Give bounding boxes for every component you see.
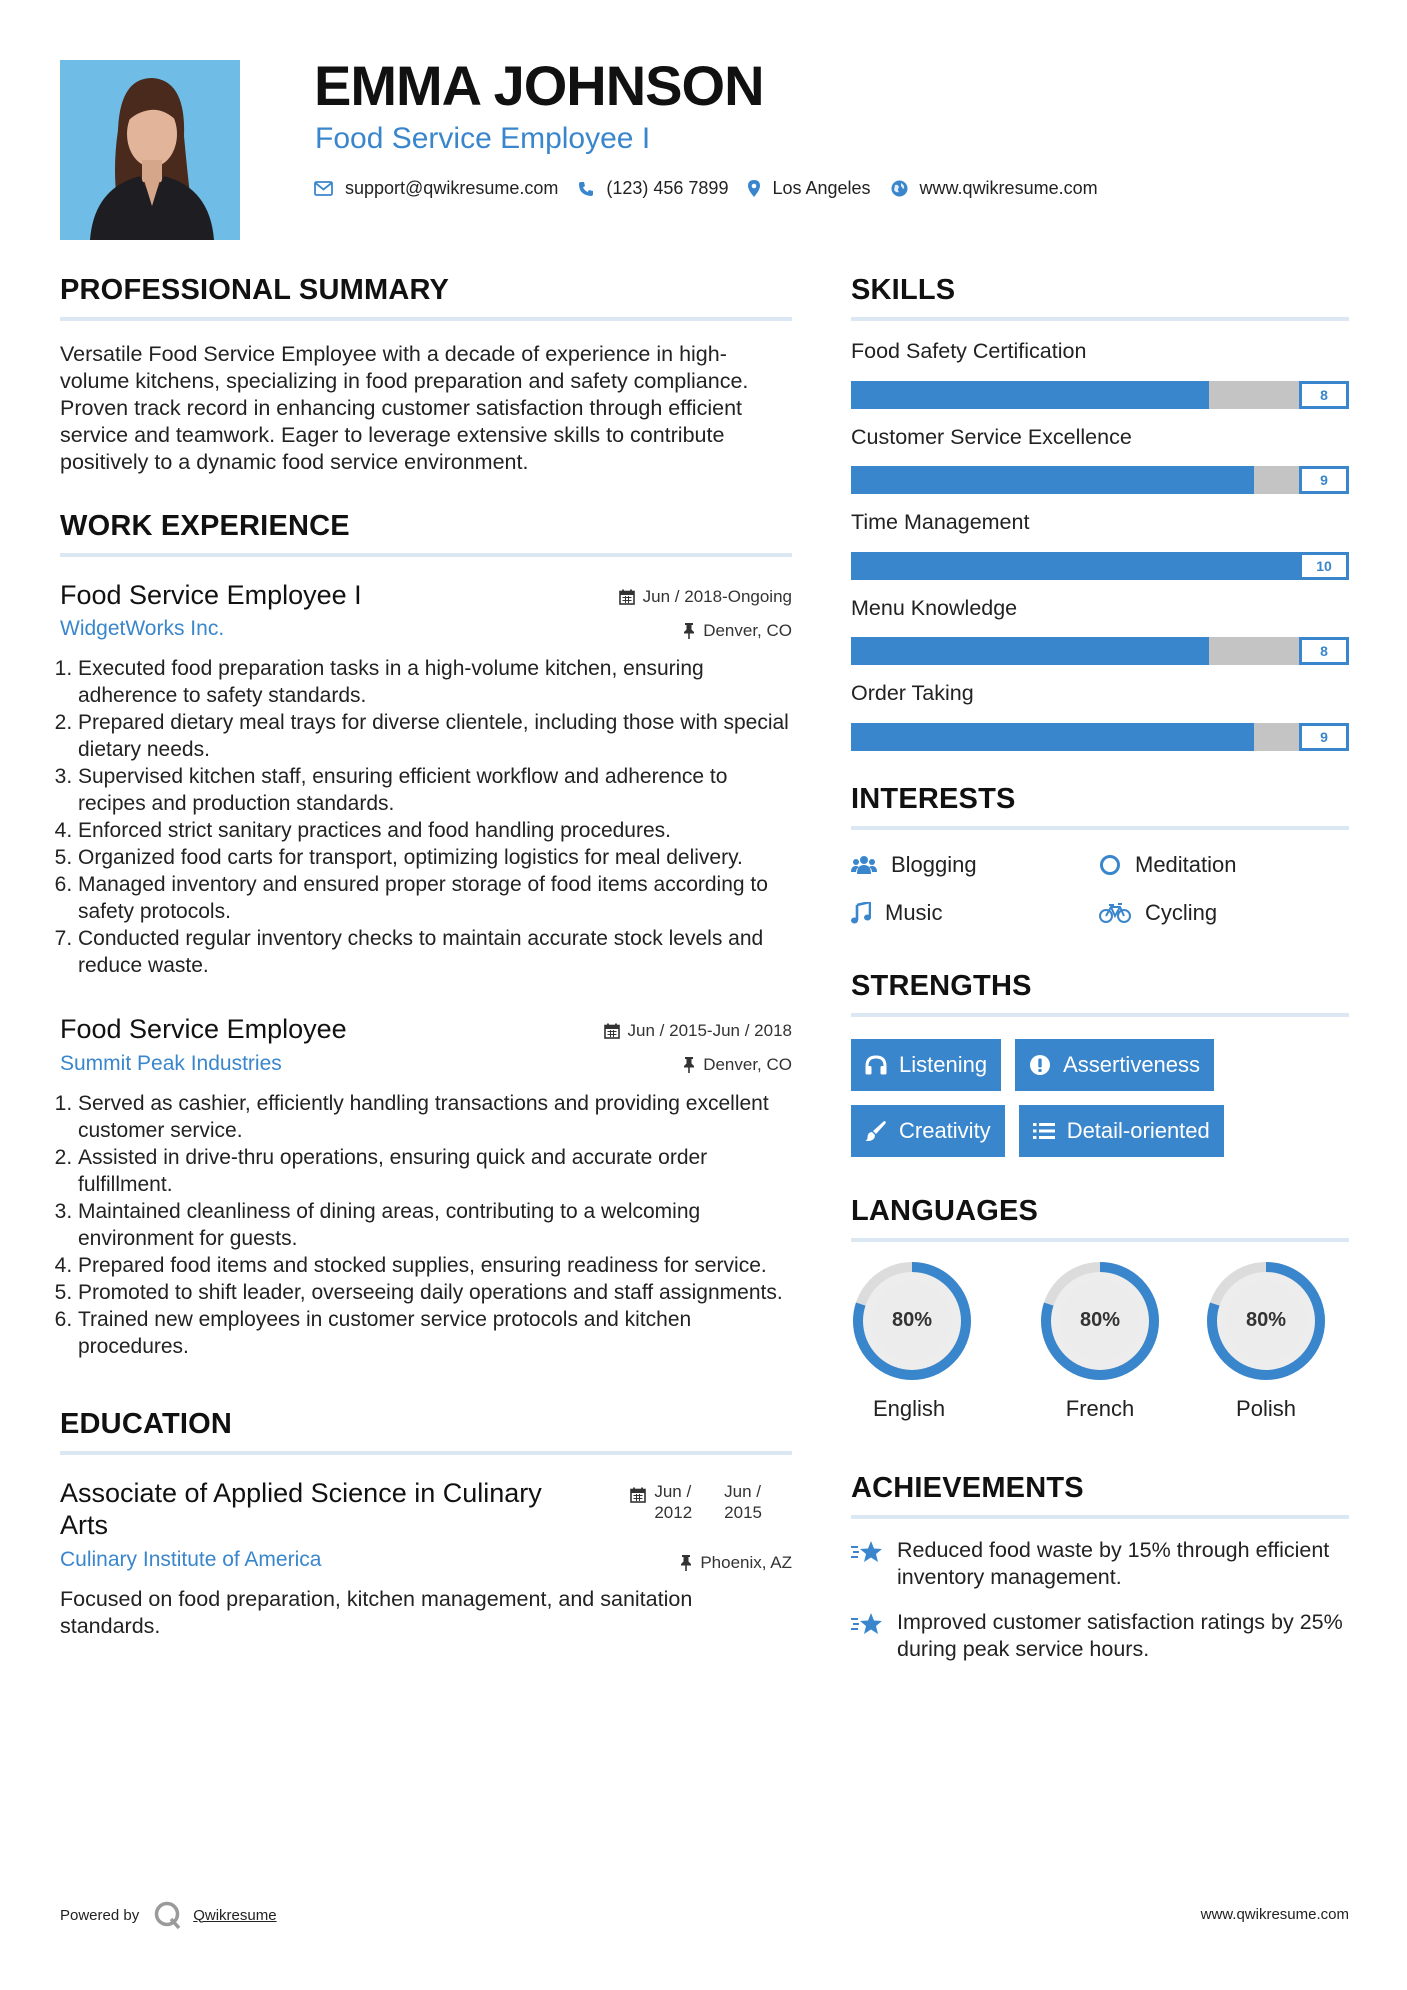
skill-bar-fill	[851, 466, 1254, 494]
strength-tag: Detail-oriented	[1019, 1105, 1224, 1157]
job-company[interactable]: Summit Peak Industries	[60, 1051, 282, 1075]
shooting-star-icon	[851, 1539, 883, 1565]
achievements-list	[851, 1537, 1349, 1663]
summary-text: Versatile Food Service Employee with a decade of experience in high-volume kitchens, specializing in food preparation and safety compliance. Proven track record in enhancing customer satisfaction through efficient service and teamwork. Eager to leverage extensive skills to contribute positively to a dynamic food service environment.	[60, 342, 749, 474]
exclamation-circle-icon	[1029, 1054, 1051, 1076]
skill-level-badge: 9	[1299, 466, 1349, 494]
skill-item	[851, 595, 1349, 666]
footer-brand-link[interactable]: Qwikresume	[193, 1906, 277, 1924]
list-item: 1. Served as cashier, efficiently handling transactions and providing excellent customer service.	[78, 1090, 792, 1144]
skill-bar	[851, 552, 1349, 580]
phone-icon	[578, 181, 594, 197]
skill-bar	[851, 637, 1349, 665]
language-item	[851, 1260, 1017, 1422]
contact-phone[interactable]: (123) 456 7899	[606, 178, 729, 198]
achievements-heading: ACHIEVEMENTS	[851, 1474, 1349, 1519]
left-column	[60, 276, 792, 1640]
skill-name: Menu Knowledge	[851, 595, 1018, 620]
language-name: English	[873, 1395, 946, 1421]
strength-tag: Assertiveness	[1015, 1039, 1214, 1091]
language-percent: 80%	[1245, 1309, 1287, 1331]
language-item	[1183, 1260, 1349, 1422]
skill-level-badge: 9	[1299, 723, 1349, 751]
interest-item: Cycling	[1099, 900, 1349, 926]
list-item: 2. Prepared dietary meal trays for diverse clientele, including those with special dietary needs.	[78, 709, 792, 763]
skill-name: Customer Service Excellence	[851, 424, 1132, 449]
education-location: Phoenix, AZ	[680, 1553, 792, 1573]
skill-item	[851, 424, 1349, 495]
contact-email[interactable]: support@qwikresume.com	[345, 178, 559, 198]
job-dates: Jun / 2018-Ongoing	[619, 587, 792, 607]
strength-tag: Listening	[851, 1039, 1001, 1091]
globe-icon	[891, 180, 908, 197]
users-icon	[851, 855, 877, 875]
language-name: French	[1065, 1395, 1135, 1421]
list-item: 3. Supervised kitchen staff, ensuring efficient workflow and adherence to recipes and production standards.	[78, 763, 792, 817]
paint-brush-icon	[865, 1120, 887, 1142]
circle-icon	[1099, 854, 1121, 876]
strengths-list	[851, 1039, 1349, 1157]
skill-bar-fill	[851, 723, 1254, 751]
language-ring	[1205, 1260, 1327, 1382]
language-percent: 80%	[891, 1309, 933, 1331]
interest-item: Meditation	[1099, 852, 1349, 878]
skill-level-badge: 8	[1299, 637, 1349, 665]
list-item: 3. Maintained cleanliness of dining areas, contributing to a welcoming environment for guests.	[78, 1198, 792, 1252]
school-name[interactable]: Culinary Institute of America	[60, 1547, 322, 1571]
skill-bar-fill	[851, 381, 1209, 409]
list-item: 2. Assisted in drive-thru operations, ensuring quick and accurate order fulfillment.	[78, 1144, 792, 1198]
list-item: 4. Prepared food items and stocked supplies, ensuring readiness for service.	[78, 1252, 792, 1279]
job-entry	[60, 1013, 792, 1359]
list-item: 6. Trained new employees in customer service protocols and kitchen procedures.	[78, 1306, 792, 1360]
summary-heading: PROFESSIONAL SUMMARY	[60, 276, 792, 321]
candidate-role: Food Service Employee I	[315, 122, 651, 155]
list-icon	[1033, 1122, 1055, 1140]
envelope-icon	[314, 181, 333, 196]
skill-item	[851, 341, 1349, 409]
skill-name: Food Safety Certification	[851, 339, 1087, 363]
education-dates: Jun / 2012 Jun / 2015	[630, 1481, 792, 1523]
skill-name: Order Taking	[851, 681, 974, 705]
job-title: Food Service Employee I	[60, 580, 362, 610]
job-dates: Jun / 2015-Jun / 2018	[604, 1021, 792, 1041]
language-percent: 80%	[1079, 1309, 1121, 1331]
headphones-icon	[865, 1055, 887, 1075]
skill-bar	[851, 466, 1349, 494]
footer-powered-by: Powered by Qwikresume	[60, 1900, 277, 1930]
job-bullets	[60, 1090, 792, 1360]
skills-heading: SKILLS	[851, 276, 1349, 321]
list-item: 7. Conducted regular inventory checks to maintain accurate stock levels and reduce waste.	[78, 925, 792, 979]
bicycle-icon	[1099, 903, 1131, 923]
job-title: Food Service Employee	[60, 1014, 347, 1045]
interest-item: Blogging	[851, 852, 1099, 878]
calendar-icon	[630, 1487, 646, 1503]
language-ring	[851, 1260, 973, 1382]
strengths-heading: STRENGTHS	[851, 972, 1349, 1017]
education-heading: EDUCATION	[60, 1410, 792, 1455]
map-marker-icon	[748, 180, 760, 197]
education-description: Focused on food preparation, kitchen management, and sanitation standards.	[60, 1586, 693, 1638]
profile-photo	[60, 60, 240, 240]
pushpin-icon	[683, 623, 695, 639]
list-item: 5. Promoted to shift leader, overseeing daily operations and staff assignments.	[78, 1279, 792, 1306]
skill-level-badge: 8	[1299, 381, 1349, 409]
achievement-item: Improved customer satisfaction ratings by 25% during peak service hours.	[851, 1609, 1349, 1663]
skill-bar-fill	[851, 552, 1349, 580]
education-entry	[60, 1477, 792, 1640]
interests-list	[851, 852, 1349, 926]
skill-item	[851, 512, 1349, 580]
job-company[interactable]: WidgetWorks Inc.	[60, 617, 225, 641]
pushpin-icon	[680, 1555, 692, 1571]
list-item: 1. Executed food preparation tasks in a high-volume kitchen, ensuring adherence to safety standards.	[78, 655, 792, 709]
skill-level-badge: 10	[1299, 552, 1349, 580]
candidate-name: EMMA JOHNSON	[314, 54, 764, 117]
list-item: 5. Organized food carts for transport, optimizing logistics for meal delivery.	[78, 844, 792, 871]
language-ring	[1039, 1260, 1161, 1382]
languages-heading: LANGUAGES	[851, 1197, 1349, 1242]
languages-list	[851, 1260, 1349, 1422]
music-note-icon	[851, 902, 871, 924]
job-location: Denver, CO	[683, 621, 792, 641]
skills-list	[851, 341, 1349, 751]
strength-tag: Creativity	[851, 1105, 1005, 1157]
skill-bar	[851, 381, 1349, 409]
skill-name: Time Management	[851, 510, 1030, 534]
language-item	[1017, 1260, 1183, 1422]
skill-item	[851, 683, 1349, 751]
pushpin-icon	[683, 1057, 695, 1073]
degree-title: Associate of Applied Science in Culinary Arts	[60, 1477, 542, 1541]
right-column	[851, 276, 1349, 1663]
list-item: 6. Managed inventory and ensured proper storage of food items according to safety protocols.	[78, 871, 792, 925]
experience-heading: WORK EXPERIENCE	[60, 512, 792, 557]
calendar-icon	[604, 1023, 620, 1039]
skill-bar	[851, 723, 1349, 751]
job-location: Denver, CO	[683, 1055, 792, 1075]
footer-site[interactable]: www.qwikresume.com	[1200, 1906, 1349, 1923]
qwikresume-logo-icon	[153, 1900, 183, 1930]
language-name: Polish	[1236, 1395, 1296, 1421]
job-bullets	[60, 655, 792, 979]
list-item: 4. Enforced strict sanitary practices and food handling procedures.	[78, 817, 792, 844]
job-entry	[60, 579, 792, 979]
contact-location: Los Angeles	[772, 178, 871, 198]
shooting-star-icon	[851, 1611, 883, 1637]
achievement-item: Reduced food waste by 15% through efficient inventory management.	[851, 1537, 1349, 1591]
contact-website[interactable]: www.qwikresume.com	[919, 178, 1098, 198]
interest-item: Music	[851, 900, 1099, 926]
skill-bar-fill	[851, 637, 1209, 665]
interests-heading: INTERESTS	[851, 785, 1349, 830]
calendar-icon	[619, 589, 635, 605]
contact-bar	[314, 178, 1118, 199]
